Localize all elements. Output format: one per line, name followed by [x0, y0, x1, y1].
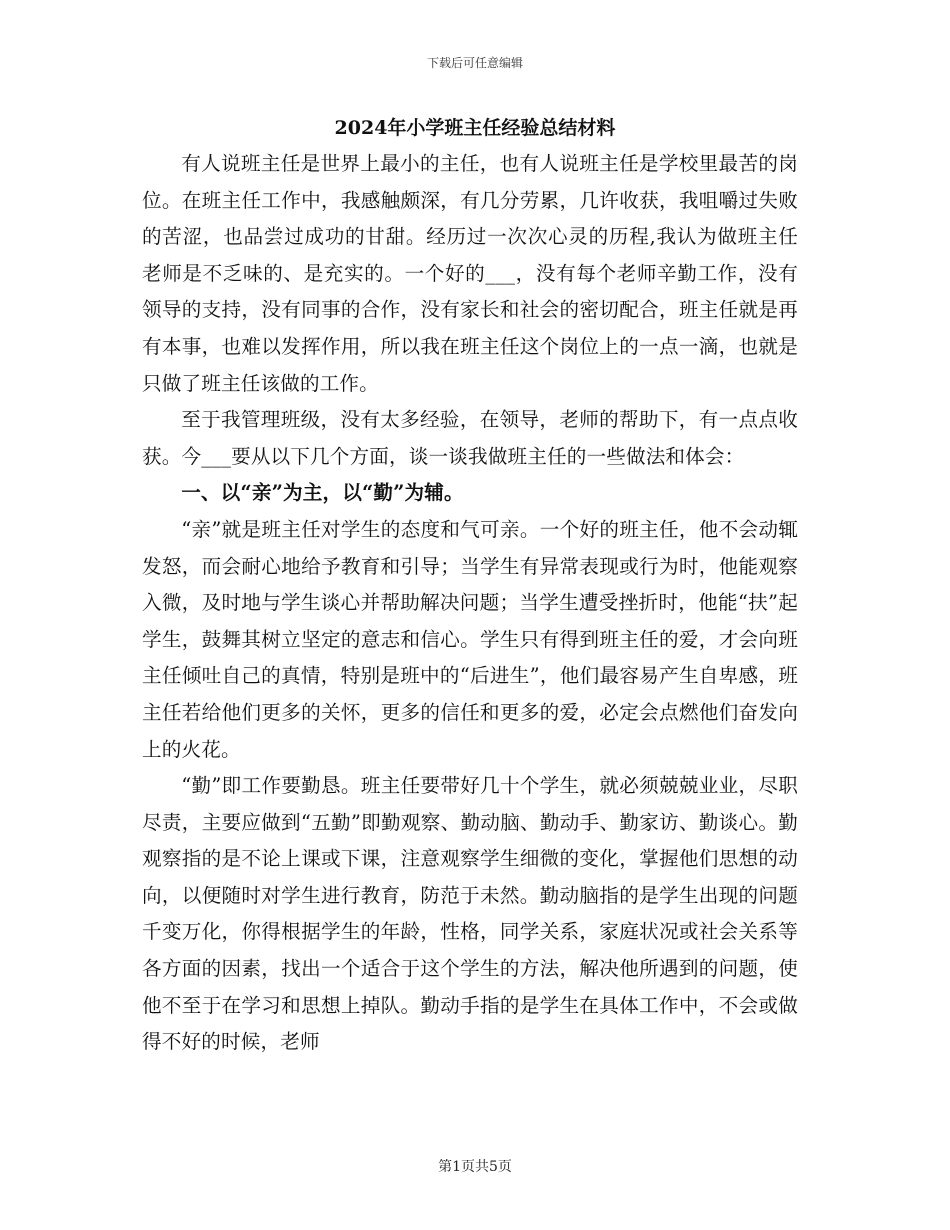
section-heading-1: 一、以“亲”为主，以“勤”为辅。 [181, 481, 464, 505]
header-note: 下载后可任意编辑 [426, 56, 523, 70]
document-body [142, 146, 798, 1061]
paragraph-overview: 至于我管理班级，没有太多经验，在领导，老师的帮助下，有一点点收获。今___要从以下几个方面，谈一谈我做班主任的一些做法和体会： [142, 408, 798, 468]
document-title: 2024年小学班主任经验总结材料 [334, 117, 616, 139]
paragraph-intro: 有人说班主任是世界上最小的主任，也有人说班主任是学校里最苦的岗位。在班主任工作中，我感触颇深，有几分劳累，几许收获，我咀嚼过失败的苦涩，也品尝过成功的甘甜。经历过一次次心灵的历程,我认为做班主任老师是不乏味的、是充实的。一个好的___，没有每个老师辛勤工作，没有领导的支持，没有同事的合作，没有家长和社会的密切配合，班主任就是再有本事，也难以发挥作用，所以我在班主任这个岗位上的一点一滴，也就是只做了班主任该做的工作。 [142, 152, 798, 395]
page-number: 第1页共5页 [438, 1159, 512, 1175]
paragraph-diligence: “勤”即工作要勤恳。班主任要带好几十个学生，就必须兢兢业业，尽职尽责，主要应做到“五勤”即勤观察、勤动脑、勤动手、勤家访、勤谈心。勤观察指的是不论上课或下课，注意观察学生细微的变化，掌握他们思想的动向，以便随时对学生进行教育，防范于未然。勤动脑指的是学生出现的问题千变万化，你得根据学生的年龄，性格，同学关系，家庭状况或社会关系等各方面的因素，找出一个适合于这个学生的方法，解决他所遇到的问题，使他不至于在学习和思想上掉队。勤动手指的是学生在具体工作中，不会或做得不好的时候，老师 [142, 774, 798, 1054]
paragraph-qin: “亲”就是班主任对学生的态度和气可亲。一个好的班主任，他不会动辄发怒，而会耐心地给予教育和引导；当学生有异常表现或行为时，他能观察入微，及时地与学生谈心并帮助解决问题；当学生遭受挫折时，他能“扶”起学生，鼓舞其树立坚定的意志和信心。学生只有得到班主任的爱，才会向班主任倾吐自己的真情，特别是班中的“后进生”，他们最容易产生自卑感，班主任若给他们更多的关怀，更多的信任和更多的爱，必定会点燃他们奋发向上的火花。 [142, 517, 798, 761]
